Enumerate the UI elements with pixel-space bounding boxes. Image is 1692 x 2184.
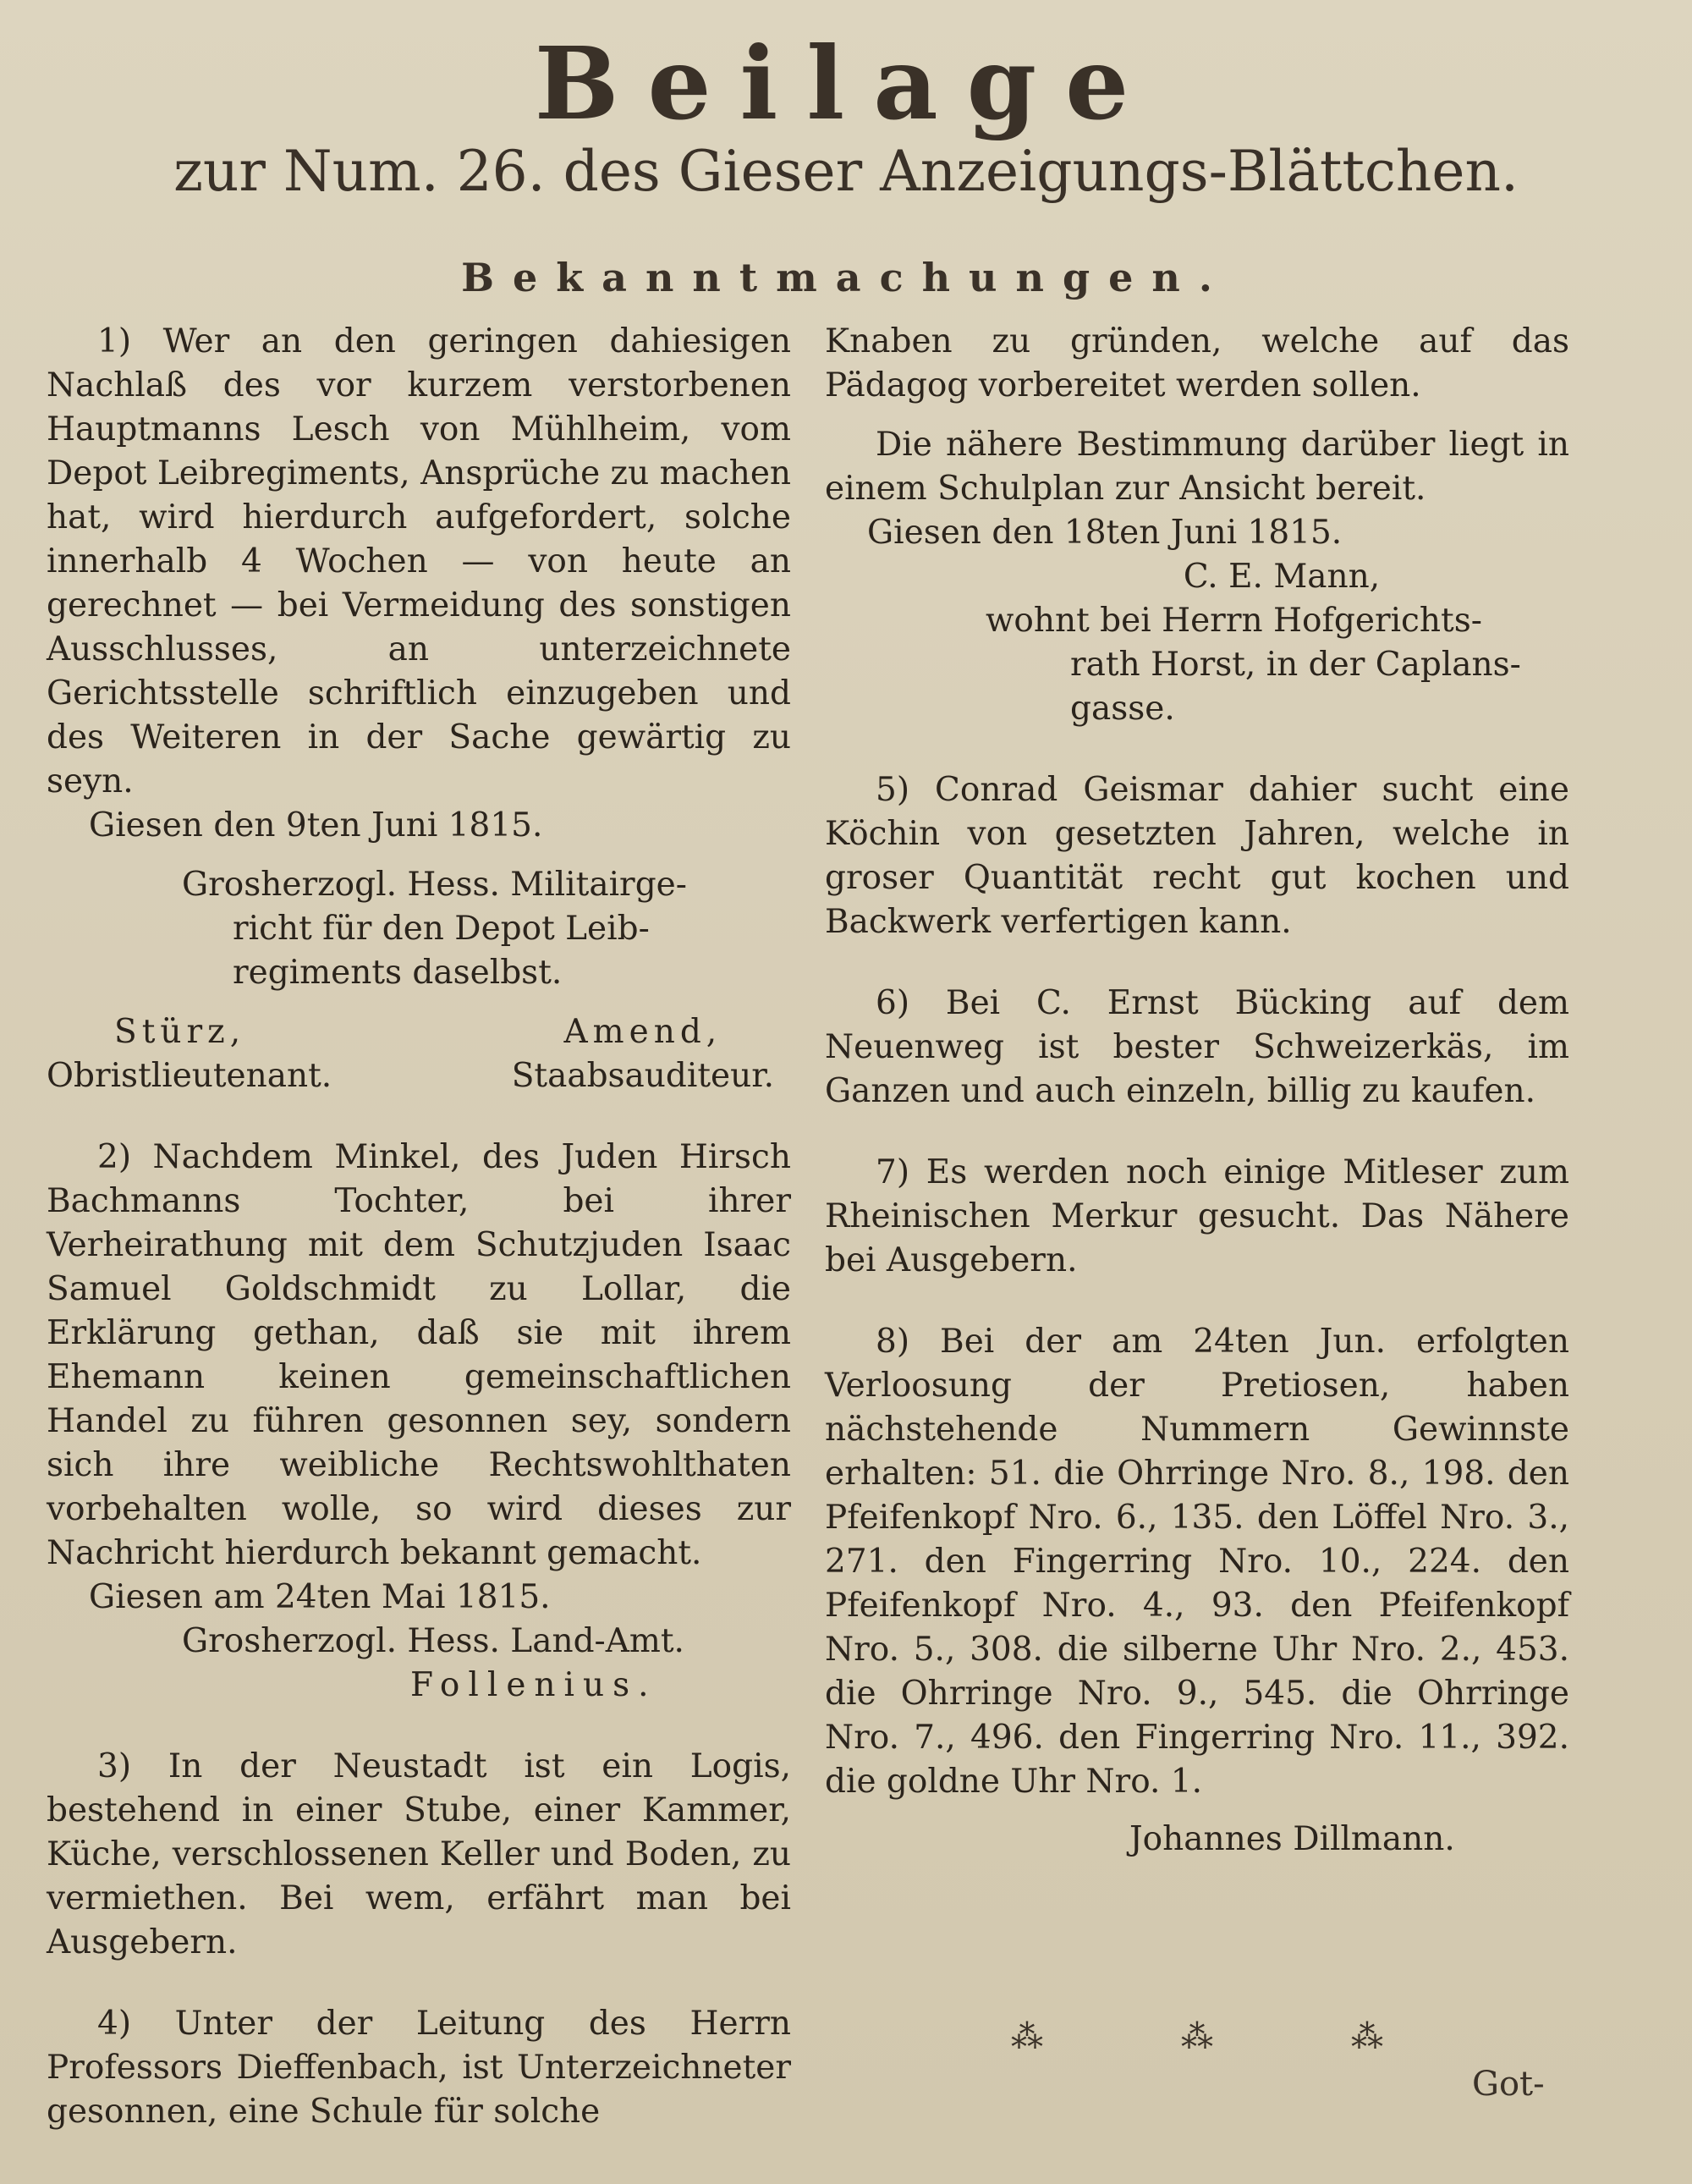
notice-2-date: Giesen am 24ten Mai 1815. [89,1578,551,1616]
notice-2-text: 2) Nachdem Minkel, des Juden Hirsch Bachmanns Tochter, bei ihrer Verheirathung mit dem Schutzjuden Isaac Samuel Goldschmidt zu Lollar, die Erklärung gethan, daß sie mit ihrem Ehemann keinen gemeinschaftlichen Handel zu führen gesonnen sey, sondern sich ihre weibliche Rechtswohlthaten vorbehalten wolle, so wird dieses zur Nachricht hierdurch bekannt gemacht. [47,1138,791,1572]
notice-8-text: 8) Bei der am 24ten Jun. erfolgten Verloosung der Pretiosen, haben nächstehende Nummern Gewinnste erhalten: 51. die Ohrringe Nro. 8., 198. den Pfeifenkopf Nro. 6., 135. den Löffel Nro. 3., 271. den Fingerring Nro. 10., 224. den Pfeifenkopf Nro. 4., 93. den Pfeifenkopf Nro. 5., 308. die silberne Uhr Nro. 2., 453. die Ohrringe Nro. 9., 545. die Ohrringe Nro. 7., 496. den Fingerring Nro. 11., 392. die goldne Uhr Nro. 1. [825,1323,1569,1801]
signature-stuerz [47,1010,332,1098]
notice-4-date: Giesen den 18ten Juni 1815. [867,514,1343,552]
notice-3-text: 3) In der Neustadt ist ein Logis, bestehend in einer Stube, einer Kammer, Küche, verschlossenen Keller und Boden, zu vermiethen. Bei wem, erfährt man bei Ausgebern. [47,1747,791,1961]
ornament-row [1011,2018,1383,2055]
address-line-3: gasse. [1070,690,1175,728]
notice-7-text: 7) Es werden noch einige Mitleser zum Rheinischen Merkur gesucht. Das Nähere bei Ausgebern. [825,1153,1569,1279]
signature-name: Stürz, [114,1013,246,1051]
catchword: Got- [1472,2065,1545,2104]
notice-4-text: 4) Unter der Leitung des Herrn Professors Dieffenbach, ist Unterzeichneter gesonnen, eine Schule für solche [47,2005,791,2131]
notice-2-signature: Follenius. [410,1666,657,1704]
right-column [825,320,1569,1862]
left-column [47,320,791,2134]
asterism-icon: ⁂ [1011,2018,1043,2055]
notice-8-signature: Johannes Dillmann. [1129,1820,1455,1858]
notice-1-court [47,863,791,995]
notice-1-date: Giesen den 9ten Juni 1815. [89,806,543,844]
notice-1-text: 1) Wer an den geringen dahiesigen Nachlaß des vor kurzem verstorbenen Hauptmanns Lesch von Mühlheim, vom Depot Leibregiments, Ansprüche zu machen hat, wird hierdurch aufgefordert, solche innerhalb 4 Wochen — von heute an gerechnet — bei Vermeidung des sonstigen Ausschlusses, an unterzeichnete Gerichtsstelle schriftlich einzugeben und des Weiteren in der Sache gewärtig zu seyn. [47,322,792,800]
court-line-1: Grosherzogl. Hess. Militairge- [182,866,687,904]
asterism-icon: ⁂ [1181,2018,1213,2055]
notice-4-continued: Knaben zu gründen, welche auf das Pädagog vorbereitet werden sollen. [825,322,1569,404]
notice-5-text: 5) Conrad Geismar dahier sucht eine Köchin von gesetzten Jahren, welche in groser Quantität recht gut kochen und Backwerk verfertigen kann. [825,771,1569,941]
notice-2-office: Grosherzogl. Hess. Land-Amt. [182,1622,684,1660]
address-line-1: wohnt bei Herrn Hofgerichts- [986,602,1482,640]
notice-1-signatures [47,1010,791,1098]
notice-6-text: 6) Bei C. Ernst Bücking auf dem Neuenweg ist bester Schweizerkäs, im Ganzen und auch einzeln, billig zu kaufen. [825,984,1569,1110]
section-heading: Bekanntmachungen. [461,255,1231,300]
signature-amend [512,1010,791,1098]
notice-4-signature: C. E. Mann, [1183,558,1381,596]
signature-title: Obristlieutenant. [47,1057,332,1095]
address-line-2: rath Horst, in der Caplans- [1070,646,1521,684]
page-subtitle: zur Num. 26. des Gieser Anzeigungs-Blättchen. [173,139,1519,204]
notice-4-more: Die nähere Bestimmung darüber liegt in einem Schulplan zur Ansicht bereit. [825,426,1569,508]
notice-4-address [825,599,1569,731]
asterism-icon: ⁂ [1351,2018,1383,2055]
court-line-3: regiments daselbst. [233,954,563,992]
court-line-2: richt für den Depot Leib- [233,910,650,948]
signature-name: Amend, [563,1013,722,1051]
signature-title: Staabsauditeur. [511,1057,774,1095]
page-title: Beilage [534,25,1158,142]
